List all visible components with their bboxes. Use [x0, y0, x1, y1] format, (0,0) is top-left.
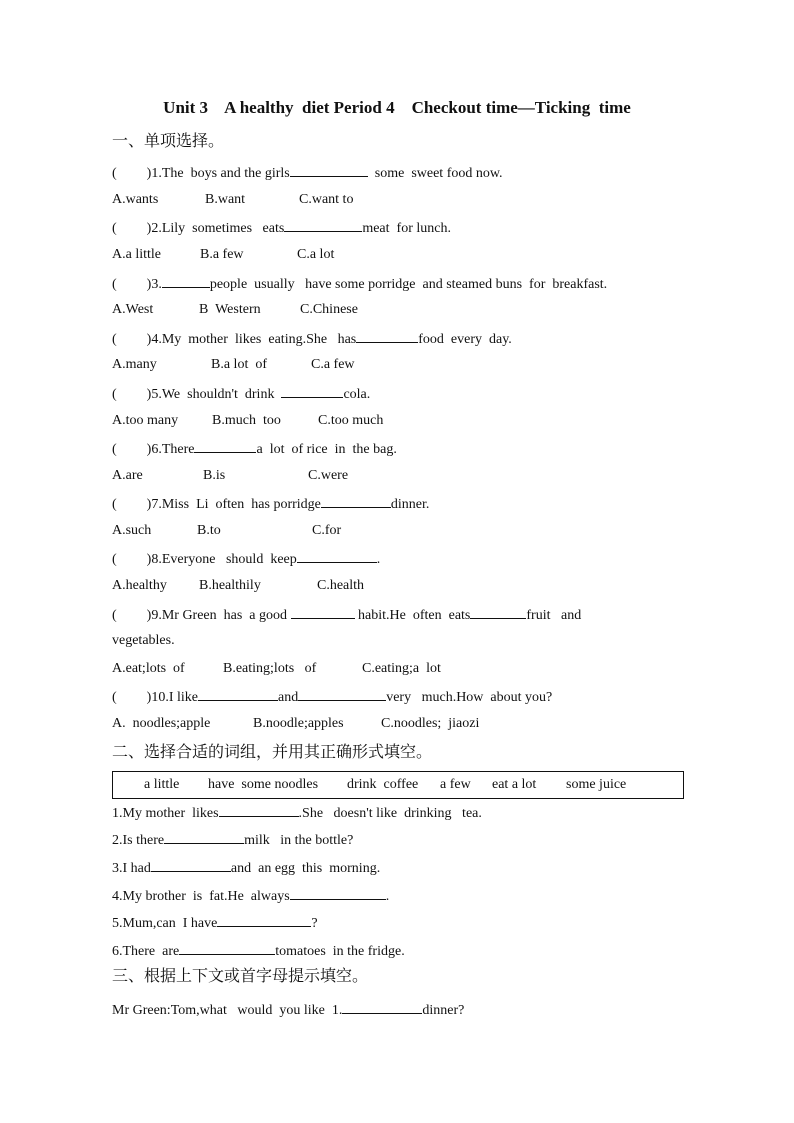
option-c: C.too much — [318, 413, 384, 428]
answer-blank[interactable] — [290, 163, 368, 177]
question-stem: )5.We shouldn't drink — [146, 387, 282, 402]
answer-blank[interactable] — [162, 274, 210, 288]
answer-blank[interactable] — [321, 494, 391, 508]
answer-blank[interactable] — [284, 218, 362, 232]
fill-item-3 — [112, 858, 380, 878]
option-a: A.wants — [112, 192, 159, 207]
section-heading-3: 三、根据上下文或首字母提示填空。 — [112, 966, 369, 985]
answer-blank[interactable] — [297, 549, 377, 563]
option-c: C.want to — [299, 192, 354, 207]
question-tail: people usually have some porridge and steamed buns for breakfast. — [209, 277, 608, 292]
word-bank-item: a little — [144, 777, 180, 792]
fill-text: 2.Is there — [112, 833, 165, 848]
question-stem: )7.Miss Li often has porridge — [146, 497, 321, 512]
fill-text: 3.I had — [112, 861, 151, 876]
dialog-line-1 — [112, 1000, 464, 1020]
option-b: B Western — [199, 302, 261, 317]
fill-item-6 — [112, 941, 405, 961]
option-a: A.eat;lots of — [112, 661, 185, 676]
question-paren: ( — [112, 690, 117, 705]
option-b: B.a lot of — [211, 357, 267, 372]
question-3 — [112, 274, 607, 294]
option-c: C.health — [317, 578, 365, 593]
option-c: C.were — [308, 468, 349, 483]
word-bank-item: a few — [440, 777, 471, 792]
question-2 — [112, 218, 451, 238]
option-b: B.healthily — [199, 578, 261, 593]
option-b: B.a few — [200, 247, 244, 262]
fill-text: 1.My mother likes — [112, 806, 219, 821]
question-stem: )4.My mother likes eating.She has — [146, 332, 357, 347]
answer-blank[interactable] — [298, 687, 386, 701]
option-c: C.Chinese — [300, 302, 358, 317]
question-paren: ( — [112, 608, 117, 623]
option-b: B.eating;lots of — [223, 661, 317, 676]
option-c: C.noodles; jiaozi — [381, 716, 480, 731]
fill-text: . — [385, 889, 390, 904]
question-paren: ( — [112, 497, 117, 512]
fill-text: ? — [311, 916, 318, 931]
question-paren: ( — [112, 166, 117, 181]
option-b: B.want — [205, 192, 246, 207]
question-tail: . — [376, 552, 381, 567]
page-title: Unit 3 A healthy diet Period 4 Checkout time—Ticking time — [163, 98, 631, 117]
question-stem: )3. — [146, 277, 162, 292]
fill-item-4 — [112, 886, 389, 906]
question-tail: food every day. — [418, 332, 512, 347]
word-bank-item: have some noodles — [208, 777, 319, 792]
fill-item-1 — [112, 803, 482, 823]
fill-text: 4.My brother is fat.He always — [112, 889, 290, 904]
fill-item-2 — [112, 830, 353, 850]
option-a: A. noodles;apple — [112, 716, 211, 731]
word-bank-item: drink coffee — [347, 777, 419, 792]
question-6 — [112, 439, 397, 459]
option-a: A.such — [112, 523, 152, 538]
question-5 — [112, 384, 370, 404]
question-stem: )9.Mr Green has a good — [146, 608, 291, 623]
option-c: C.for — [312, 523, 342, 538]
question-tail: very much.How about you? — [386, 690, 553, 705]
option-b: B.noodle;apples — [253, 716, 344, 731]
question-9-continued: vegetables. — [112, 633, 175, 648]
question-7 — [112, 494, 429, 514]
option-b: B.to — [197, 523, 221, 538]
dialog-text: dinner? — [422, 1003, 465, 1018]
answer-blank[interactable] — [290, 886, 386, 900]
answer-blank[interactable] — [356, 329, 418, 343]
answer-blank[interactable] — [219, 803, 299, 817]
question-paren: ( — [112, 332, 117, 347]
option-a: A.many — [112, 357, 157, 372]
question-stem: )6.There — [146, 442, 195, 457]
answer-blank[interactable] — [217, 913, 311, 927]
question-paren: ( — [112, 442, 117, 457]
answer-blank[interactable] — [198, 687, 278, 701]
fill-item-5 — [112, 913, 318, 933]
question-paren: ( — [112, 552, 117, 567]
question-stem: )10.I like — [146, 690, 198, 705]
section-heading-1: 一、单项选择。 — [112, 131, 225, 150]
answer-blank[interactable] — [281, 384, 343, 398]
question-tail: cola. — [343, 387, 371, 402]
fill-text: .She doesn't like drinking tea. — [298, 806, 482, 821]
option-a: A.healthy — [112, 578, 167, 593]
fill-text: tomatoes in the fridge. — [275, 944, 405, 959]
answer-blank[interactable] — [291, 605, 355, 619]
option-a: A.are — [112, 468, 143, 483]
answer-blank[interactable] — [342, 1000, 422, 1014]
question-paren: ( — [112, 277, 117, 292]
option-c: C.a lot — [297, 247, 335, 262]
answer-blank[interactable] — [151, 858, 231, 872]
question-tail: some sweet food now. — [367, 166, 503, 181]
option-c: C.eating;a lot — [362, 661, 441, 676]
fill-text: 6.There are — [112, 944, 180, 959]
answer-blank[interactable] — [470, 605, 526, 619]
answer-blank[interactable] — [179, 941, 275, 955]
word-bank-box — [112, 771, 684, 799]
option-b: B.much too — [212, 413, 281, 428]
fill-text: and an egg this morning. — [230, 861, 381, 876]
question-mid: habit.He often eats — [354, 608, 471, 623]
question-tail: dinner. — [390, 497, 430, 512]
word-bank-item: eat a lot — [492, 777, 537, 792]
question-9 — [112, 605, 581, 625]
option-a: A.too many — [112, 413, 179, 428]
question-paren: ( — [112, 387, 117, 402]
option-b: B.is — [203, 468, 226, 483]
question-4 — [112, 329, 512, 349]
question-stem: )2.Lily sometimes eats — [146, 221, 285, 236]
option-c: C.a few — [311, 357, 355, 372]
question-8 — [112, 549, 380, 569]
section-heading-2: 二、选择合适的词组，并用其正确形式填空。 — [112, 742, 433, 761]
answer-blank[interactable] — [164, 830, 244, 844]
question-stem: )1.The boys and the girls — [146, 166, 290, 181]
option-a: A.West — [112, 302, 154, 317]
dialog-text: Mr Green:Tom,what would you like 1. — [112, 1003, 343, 1018]
question-10 — [112, 687, 552, 707]
question-tail: fruit and — [526, 608, 582, 623]
fill-text: 5.Mum,can I have — [112, 916, 218, 931]
question-tail: a lot of rice in the bag. — [256, 442, 397, 457]
fill-text: milk in the bottle? — [244, 833, 354, 848]
answer-blank[interactable] — [194, 439, 256, 453]
question-stem: )8.Everyone should keep — [146, 552, 297, 567]
question-1 — [112, 163, 503, 183]
word-bank-item: some juice — [566, 777, 627, 792]
option-a: A.a little — [112, 247, 161, 262]
question-mid: and — [278, 690, 299, 705]
question-tail: meat for lunch. — [362, 221, 451, 236]
question-paren: ( — [112, 221, 117, 236]
